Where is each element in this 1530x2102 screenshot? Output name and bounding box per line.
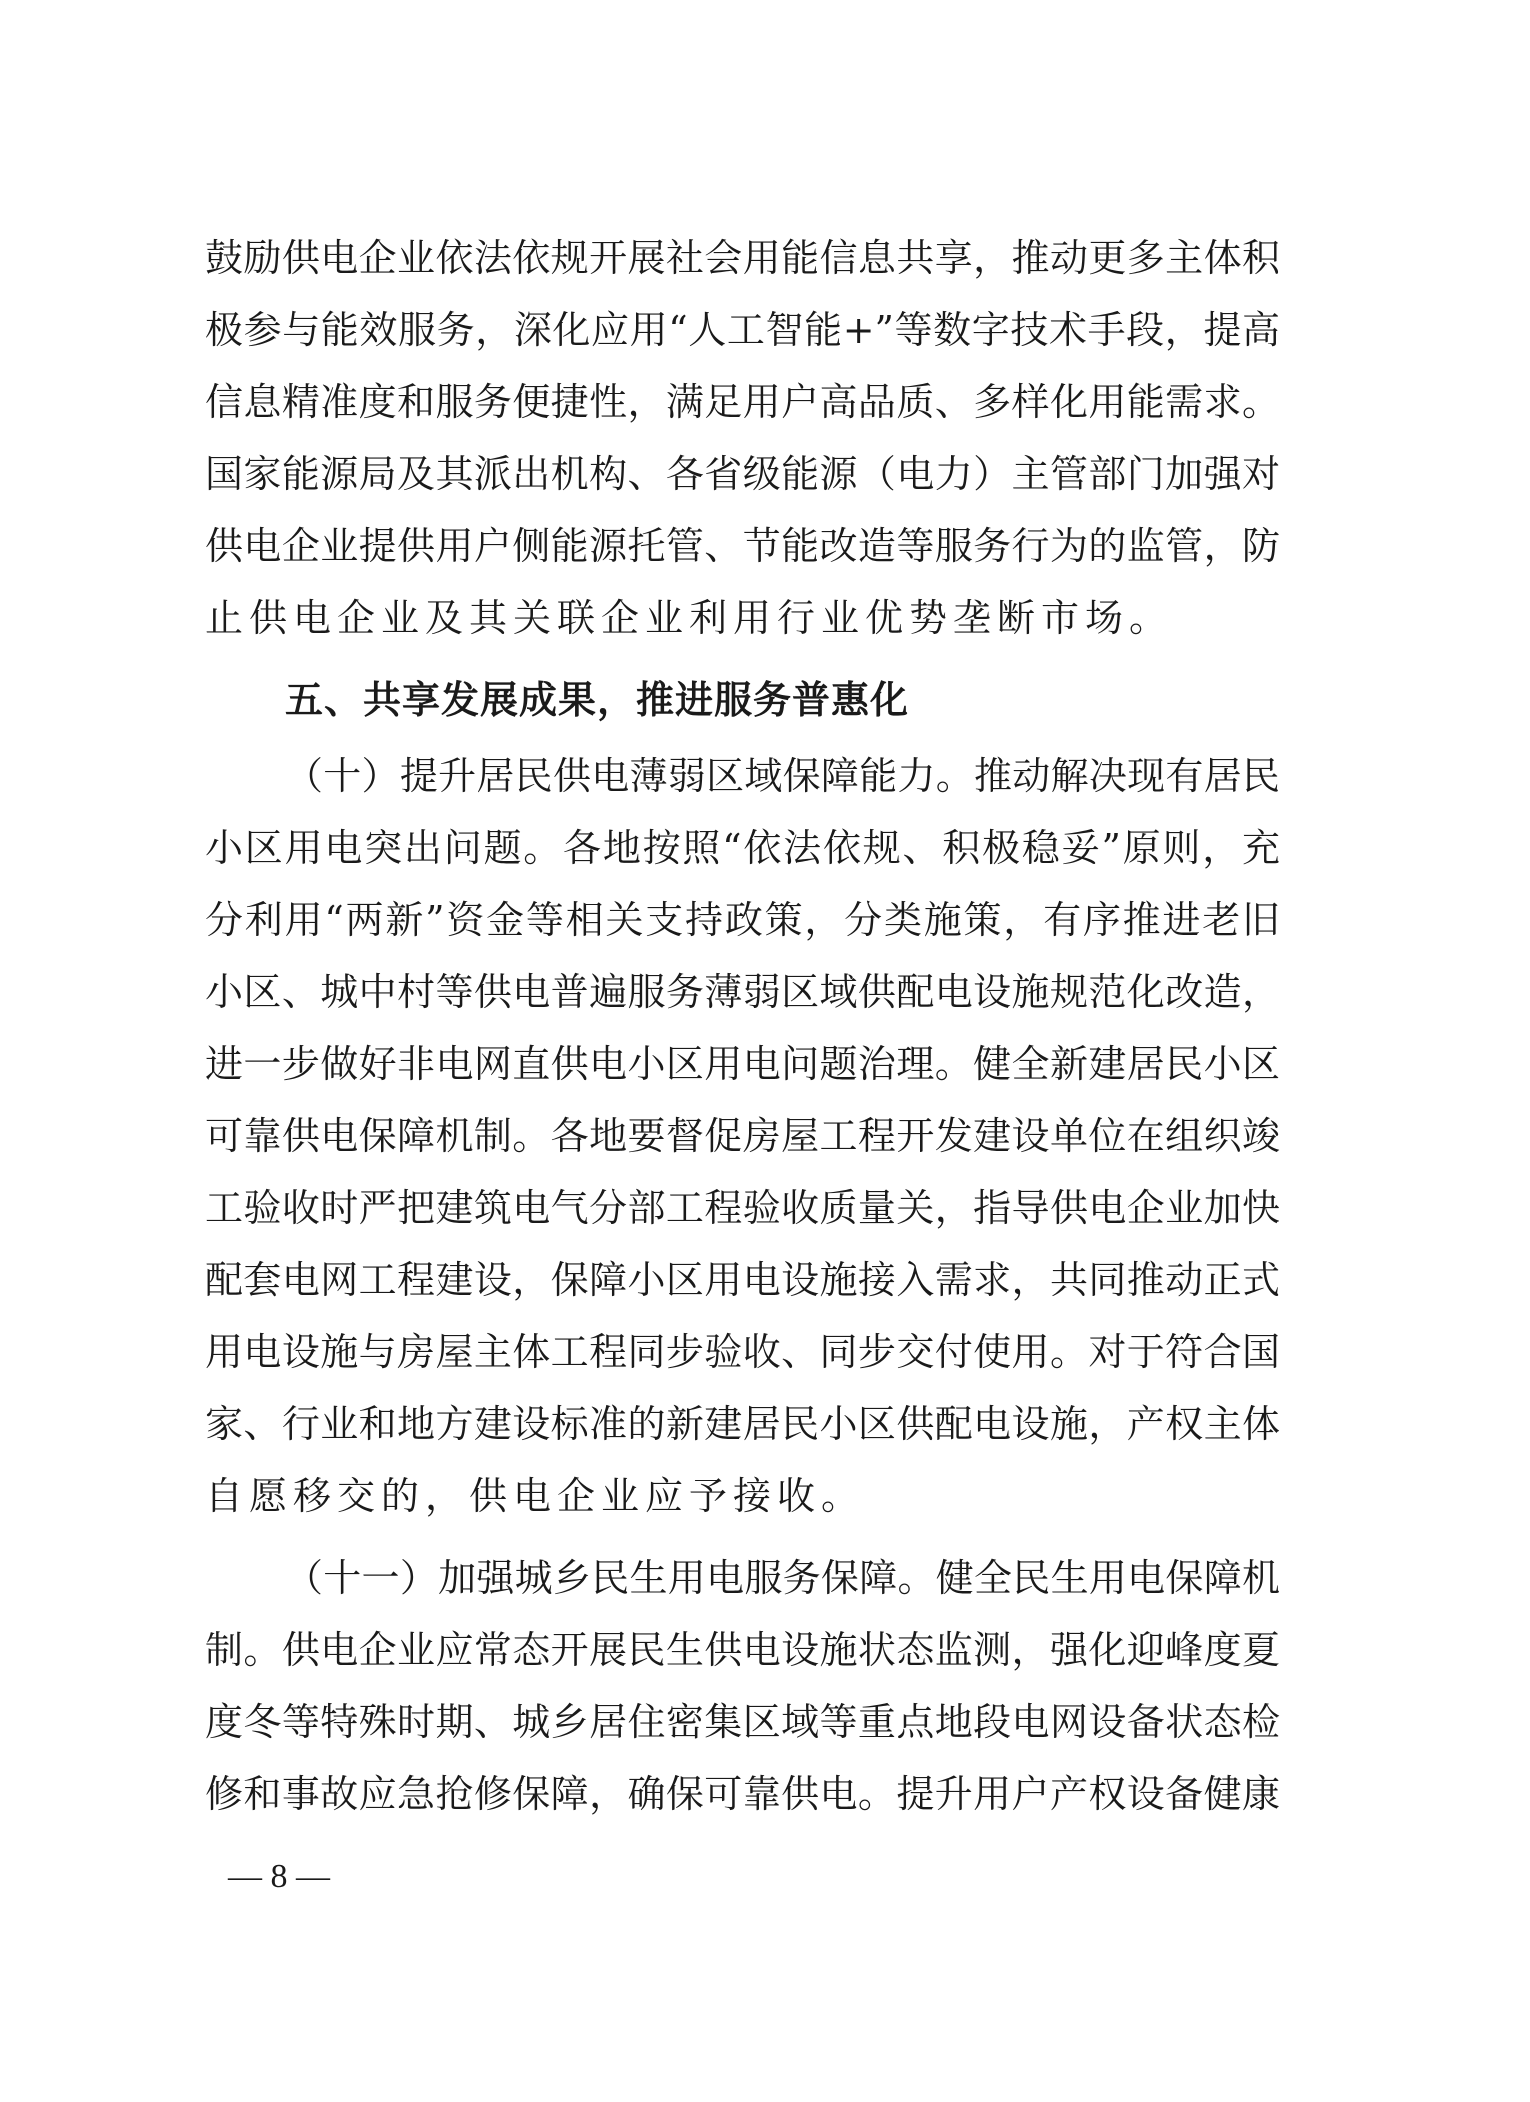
paragraph-10-line-5: 进一步做好非电网直供电小区用电问题治理。健全新建居民小区 [205,1042,1280,1086]
body-line-6: 止供电企业及其关联企业利用行业优势垄断市场。 [205,596,1174,640]
paragraph-11-line-1: （十一）加强城乡民生用电服务保障。健全民生用电保障机 [285,1556,1280,1600]
body-line-2: 极参与能效服务，深化应用“人工智能+”等数字技术手段，提高 [205,308,1280,352]
body-line-5: 供电企业提供用户侧能源托管、节能改造等服务行为的监管，防 [205,524,1280,568]
paragraph-10-line-1: （十）提升居民供电薄弱区域保障能力。推动解决现有居民 [285,754,1280,798]
section-heading: 五、共享发展成果，推进服务普惠化 [285,678,910,722]
paragraph-11-line-3: 度冬等特殊时期、城乡居住密集区域等重点地段电网设备状态检 [205,1700,1280,1744]
paragraph-10-line-8: 配套电网工程建设，保障小区用电设施接入需求，共同推动正式 [205,1258,1280,1302]
body-line-3: 信息精准度和服务便捷性，满足用户高品质、多样化用能需求。 [205,380,1280,424]
page-number: — 8 — [228,1858,330,1895]
paragraph-10-line-11: 自愿移交的，供电企业应予接收。 [205,1474,866,1518]
paragraph-10-line-6: 可靠供电保障机制。各地要督促房屋工程开发建设单位在组织竣 [205,1114,1280,1158]
paragraph-11-line-2: 制。供电企业应常态开展民生供电设施状态监测，强化迎峰度夏 [205,1628,1280,1672]
paragraph-11-line-4: 修和事故应急抢修保障，确保可靠供电。提升用户产权设备健康 [205,1772,1280,1816]
body-line-4: 国家能源局及其派出机构、各省级能源（电力）主管部门加强对 [205,452,1280,496]
paragraph-10-line-2: 小区用电突出问题。各地按照“依法依规、积极稳妥”原则，充 [205,826,1280,870]
paragraph-10-line-4: 小区、城中村等供电普遍服务薄弱区域供配电设施规范化改造， [205,970,1280,1014]
paragraph-10-line-10: 家、行业和地方建设标准的新建居民小区供配电设施，产权主体 [205,1402,1280,1446]
paragraph-10-line-7: 工验收时严把建筑电气分部工程验收质量关，指导供电企业加快 [205,1186,1280,1230]
paragraph-10-line-3: 分利用“两新”资金等相关支持政策，分类施策，有序推进老旧 [205,898,1280,942]
paragraph-10-line-9: 用电设施与房屋主体工程同步验收、同步交付使用。对于符合国 [205,1330,1280,1374]
body-line-1: 鼓励供电企业依法依规开展社会用能信息共享，推动更多主体积 [205,236,1280,280]
